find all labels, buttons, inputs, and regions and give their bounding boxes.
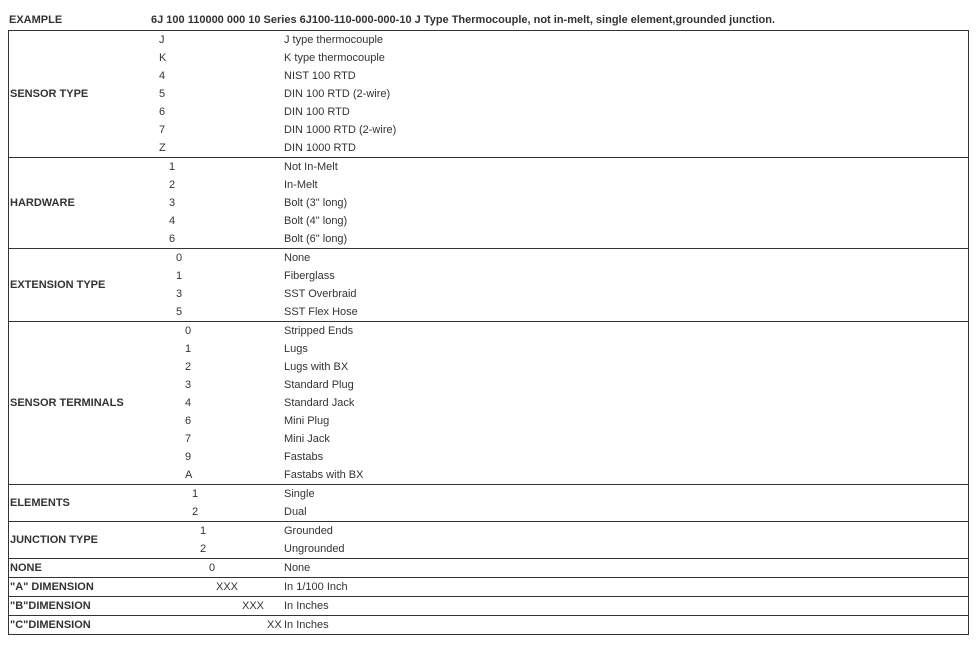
option-description: None — [284, 562, 311, 574]
option-code: 5 — [159, 88, 166, 100]
option-code: 1 — [200, 525, 207, 537]
section-body — [9, 158, 968, 248]
option-code: 2 — [169, 179, 176, 191]
spec-section-cell — [9, 578, 969, 597]
option-description: SST Overbraid — [284, 288, 357, 300]
section-body — [9, 322, 968, 484]
option-code: 3 — [185, 379, 192, 391]
option-description: Standard Jack — [284, 397, 355, 409]
option-row — [9, 285, 968, 303]
option-row — [9, 448, 968, 466]
option-description: Fastabs with BX — [284, 469, 364, 481]
spec-section-cell — [9, 559, 969, 578]
option-description: Lugs with BX — [284, 361, 349, 373]
spec-section — [9, 522, 969, 559]
option-row — [9, 430, 968, 448]
part-number-spec-sheet — [8, 11, 970, 635]
section-body — [9, 522, 968, 558]
spec-section-cell — [9, 485, 969, 522]
option-row — [9, 176, 968, 194]
option-row — [9, 412, 968, 430]
section-name: SENSOR TERMINALS — [10, 397, 124, 409]
section-name: ELEMENTS — [10, 497, 70, 509]
spec-section-cell — [9, 249, 969, 322]
spec-section-cell — [9, 158, 969, 249]
option-code: 6 — [159, 106, 166, 118]
spec-section — [9, 31, 969, 158]
spec-section-cell — [9, 322, 969, 485]
option-row — [9, 394, 968, 412]
option-row — [9, 466, 968, 484]
example-value: 6J 100 110000 000 10 Series 6J100-110-000-000-10 J Type Thermocouple, not in-melt, single element,grounded junction. — [151, 14, 776, 26]
option-row — [9, 559, 968, 577]
option-code: 3 — [176, 288, 183, 300]
option-description: Not In-Melt — [284, 161, 338, 173]
option-description: In Inches — [284, 600, 329, 612]
option-description: In 1/100 Inch — [284, 581, 348, 593]
option-description: In Inches — [284, 619, 329, 631]
option-code: J — [159, 34, 165, 46]
section-name: JUNCTION TYPE — [10, 534, 99, 546]
spec-section — [9, 485, 969, 522]
section-name: "B"DIMENSION — [10, 600, 91, 612]
option-code: 1 — [192, 488, 199, 500]
spec-section — [9, 578, 969, 597]
section-name: "C"DIMENSION — [10, 619, 91, 631]
option-description: Mini Jack — [284, 433, 330, 445]
option-description: In-Melt — [284, 179, 318, 191]
option-row — [9, 194, 968, 212]
section-body — [9, 485, 968, 521]
option-description: Fastabs — [284, 451, 324, 463]
option-code: 1 — [185, 343, 192, 355]
option-row — [9, 485, 968, 503]
section-name: EXTENSION TYPE — [10, 279, 106, 291]
option-description: DIN 1000 RTD — [284, 142, 356, 154]
option-code: XXX — [242, 600, 265, 612]
section-body — [9, 578, 968, 596]
section-body — [9, 249, 968, 321]
option-code: 0 — [176, 252, 183, 264]
spec-section-cell — [9, 597, 969, 616]
section-body — [9, 31, 968, 157]
option-row — [9, 616, 968, 634]
option-description: DIN 1000 RTD (2-wire) — [284, 124, 397, 136]
option-code: 6 — [185, 415, 192, 427]
option-description: SST Flex Hose — [284, 306, 358, 318]
option-row — [9, 85, 968, 103]
example-row — [8, 11, 970, 30]
option-description: Ungrounded — [284, 543, 345, 555]
option-code: 0 — [185, 325, 192, 337]
spec-section — [9, 597, 969, 616]
option-description: J type thermocouple — [284, 34, 384, 46]
option-row — [9, 503, 968, 521]
option-row — [9, 578, 968, 596]
option-description: Standard Plug — [284, 379, 354, 391]
section-body — [9, 616, 968, 634]
option-description: DIN 100 RTD (2-wire) — [284, 88, 391, 100]
option-description: NIST 100 RTD — [284, 70, 356, 82]
example-label: EXAMPLE — [9, 14, 63, 26]
option-description: Grounded — [284, 525, 333, 537]
option-description: Single — [284, 488, 315, 500]
spec-section — [9, 559, 969, 578]
option-description: Bolt (3" long) — [284, 197, 348, 209]
option-row — [9, 121, 968, 139]
option-code: 4 — [159, 70, 166, 82]
option-description: Mini Plug — [284, 415, 330, 427]
option-description: Bolt (4" long) — [284, 215, 348, 227]
section-name: "A" DIMENSION — [10, 581, 94, 593]
option-description: Bolt (6" long) — [284, 233, 348, 245]
option-row — [9, 376, 968, 394]
option-code: 4 — [169, 215, 176, 227]
option-row — [9, 267, 968, 285]
option-description: Dual — [284, 506, 307, 518]
option-row — [9, 303, 968, 321]
option-code: 9 — [185, 451, 192, 463]
option-row — [9, 522, 968, 540]
option-code: 2 — [192, 506, 199, 518]
option-code: 2 — [185, 361, 192, 373]
option-row — [9, 340, 968, 358]
option-code: 7 — [159, 124, 166, 136]
option-code: A — [185, 469, 193, 481]
option-row — [9, 249, 968, 267]
section-body — [9, 597, 968, 615]
option-row — [9, 358, 968, 376]
spec-section — [9, 158, 969, 249]
option-code: 6 — [169, 233, 176, 245]
spec-section-cell — [9, 31, 969, 158]
section-body — [9, 559, 968, 577]
option-code: 1 — [169, 161, 176, 173]
option-row — [9, 49, 968, 67]
option-row — [9, 139, 968, 157]
option-code: 4 — [185, 397, 192, 409]
option-row — [9, 67, 968, 85]
section-name: NONE — [10, 562, 42, 574]
option-row — [9, 103, 968, 121]
option-code: K — [159, 52, 167, 64]
option-code: 5 — [176, 306, 183, 318]
option-row — [9, 230, 968, 248]
option-description: Lugs — [284, 343, 308, 355]
option-code: Z — [159, 142, 166, 154]
option-description: Fiberglass — [284, 270, 335, 282]
option-description: DIN 100 RTD — [284, 106, 350, 118]
option-code: 3 — [169, 197, 176, 209]
spec-section-cell — [9, 522, 969, 559]
section-name: SENSOR TYPE — [10, 88, 89, 100]
option-description: Stripped Ends — [284, 325, 354, 337]
option-description: None — [284, 252, 311, 264]
spec-section — [9, 249, 969, 322]
spec-section — [9, 322, 969, 485]
option-code: 1 — [176, 270, 183, 282]
option-code: XXX — [216, 581, 239, 593]
option-row — [9, 540, 968, 558]
section-name: HARDWARE — [10, 197, 75, 209]
spec-table — [8, 30, 969, 635]
option-code: XX — [267, 619, 282, 631]
spec-section — [9, 616, 969, 635]
option-code: 7 — [185, 433, 192, 445]
option-row — [9, 158, 968, 176]
option-code: 2 — [200, 543, 207, 555]
option-row — [9, 31, 968, 49]
option-row — [9, 322, 968, 340]
option-code: 0 — [209, 562, 216, 574]
option-description: K type thermocouple — [284, 52, 385, 64]
spec-section-cell — [9, 616, 969, 635]
option-row — [9, 597, 968, 615]
option-row — [9, 212, 968, 230]
